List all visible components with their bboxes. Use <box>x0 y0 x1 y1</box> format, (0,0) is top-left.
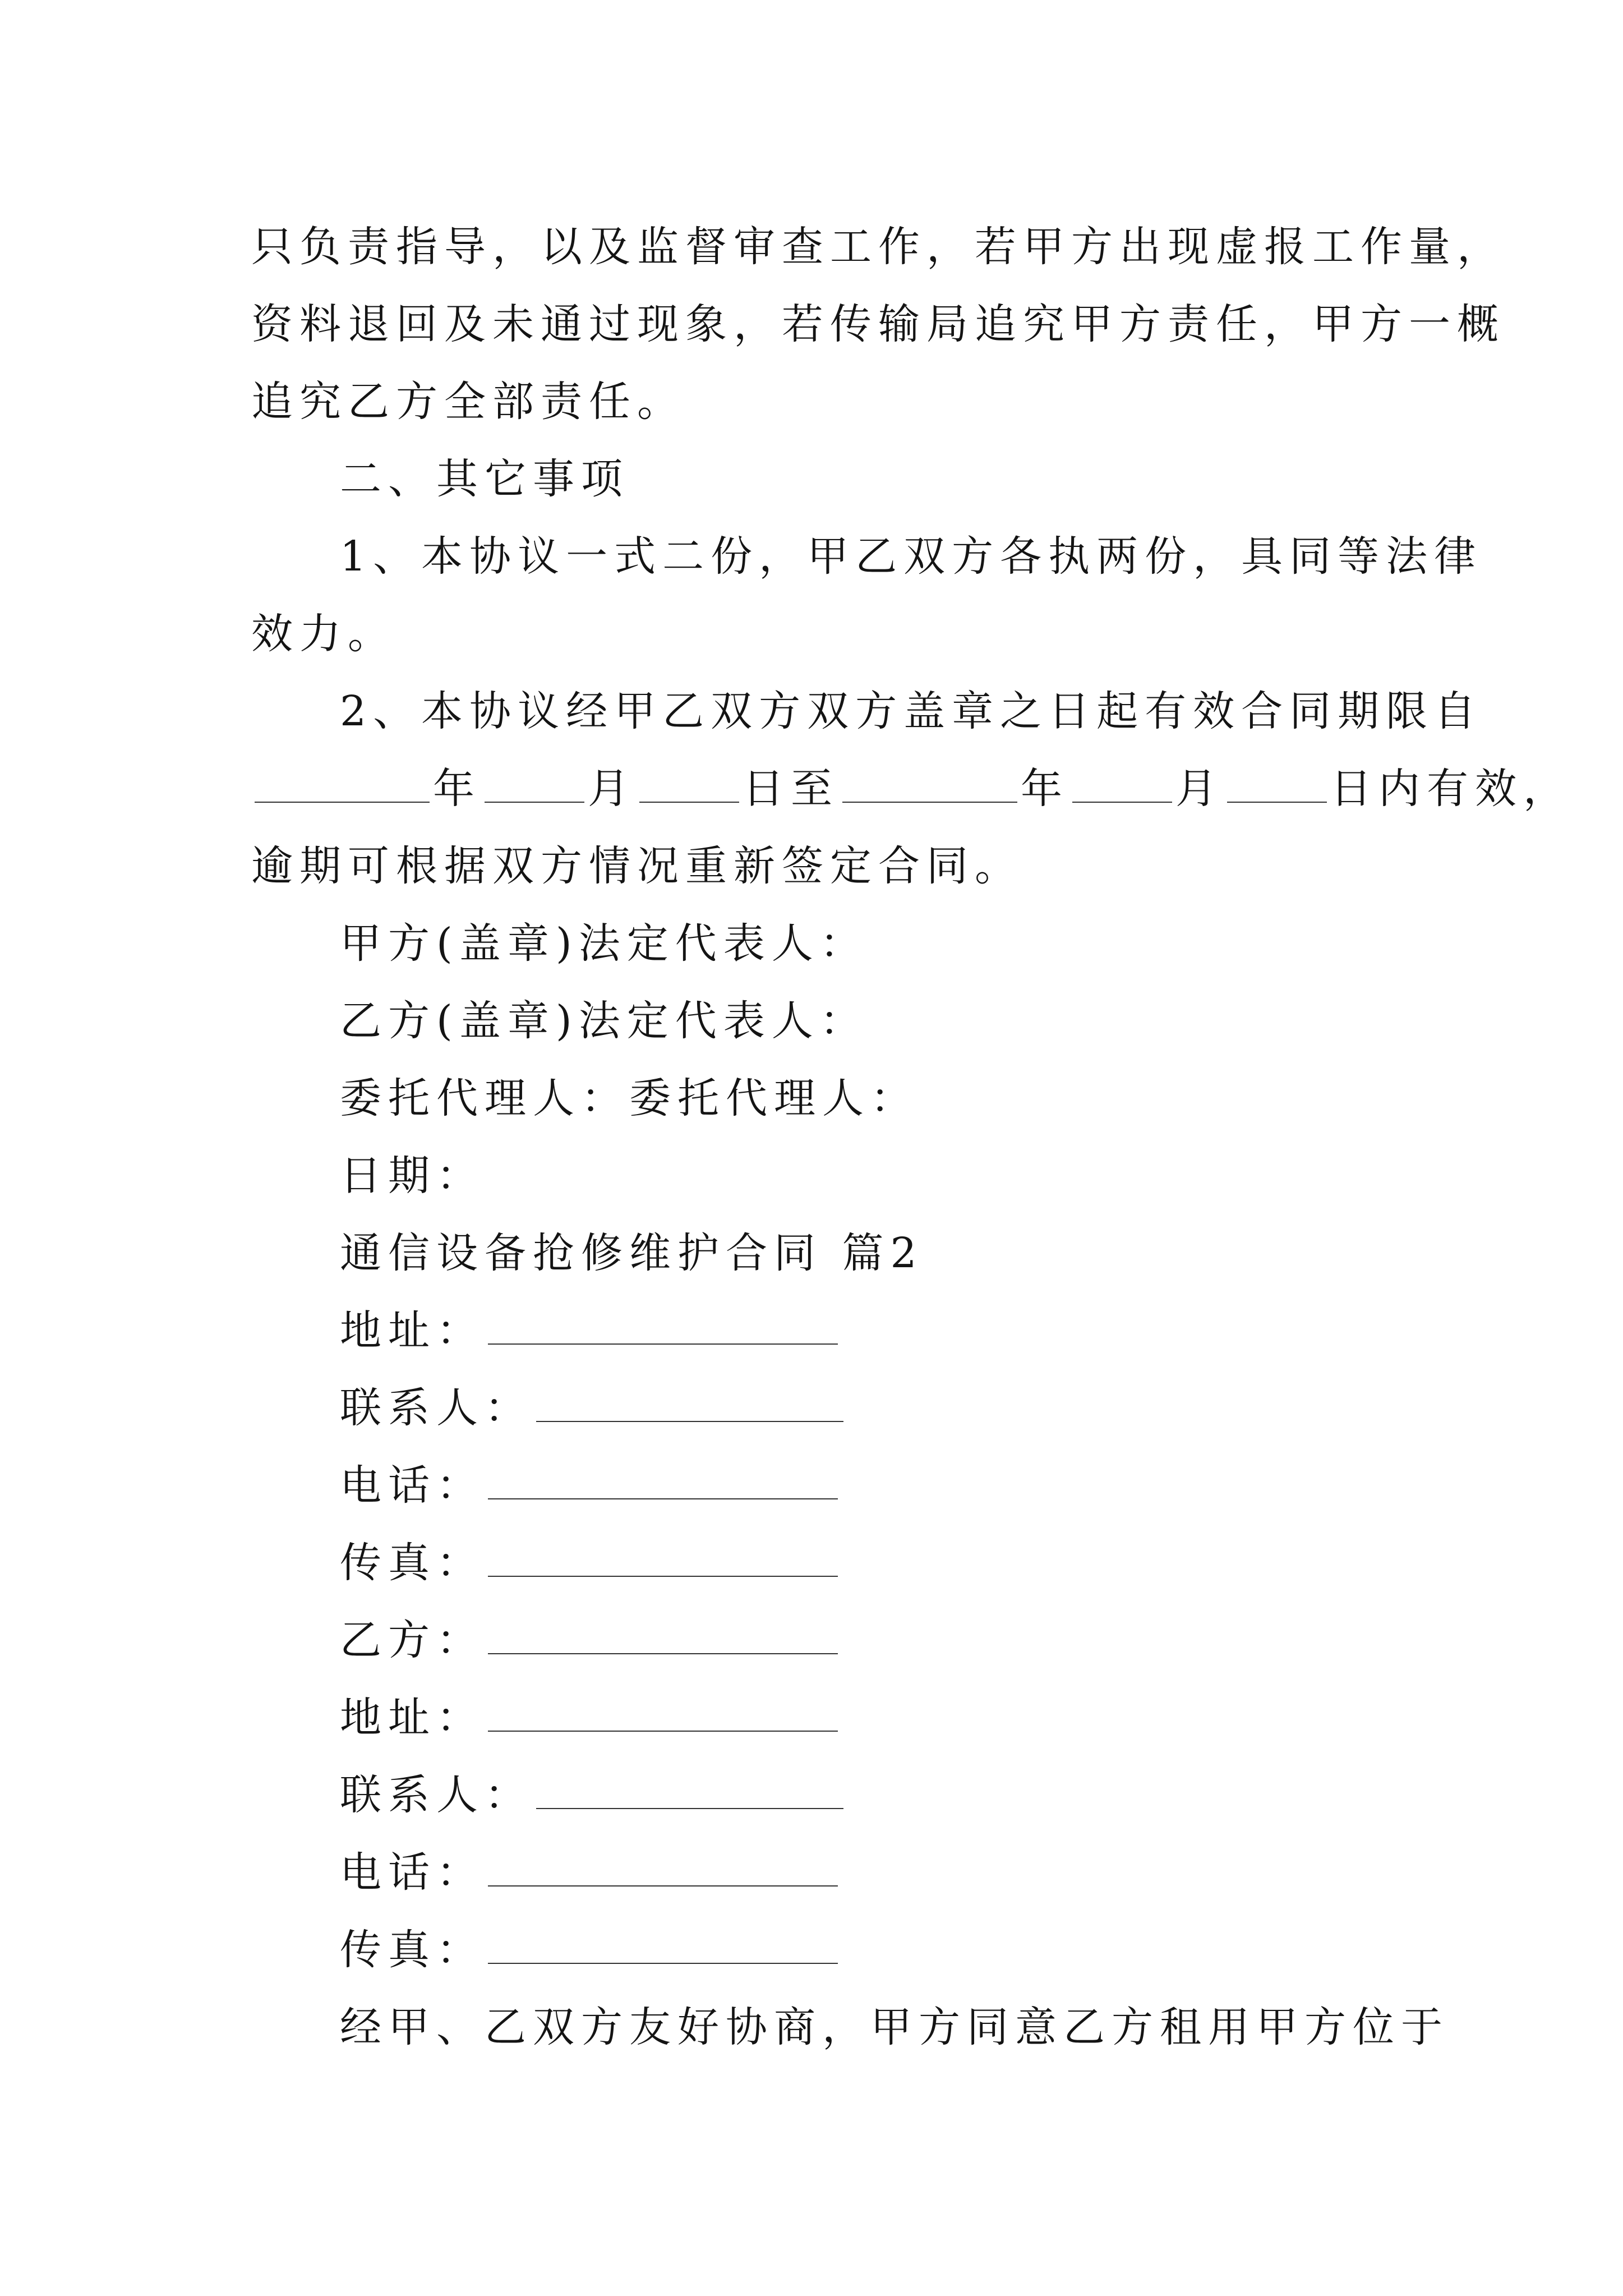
field-fax <box>340 1524 841 1602</box>
field-blank <box>536 1806 843 1809</box>
field-blank <box>488 1883 838 1887</box>
date-range-line <box>251 749 1571 828</box>
field-phone <box>340 1833 841 1912</box>
field-party-b <box>340 1601 841 1680</box>
agents-line: 委托代理人：委托代理人： <box>340 1074 919 1122</box>
month-blank <box>1072 799 1172 803</box>
month-label: 月 <box>1175 765 1224 813</box>
paragraph-line: 追究乙方全部责任。 <box>251 378 685 426</box>
day-label: 日至 <box>743 765 839 813</box>
field-address <box>340 1678 841 1757</box>
section-heading: 二、其它事项 <box>340 455 629 503</box>
date-line: 日期： <box>340 1152 485 1200</box>
field-blank <box>488 1573 838 1577</box>
field-phone <box>340 1446 841 1525</box>
field-label: 联系人： <box>340 1771 533 1819</box>
field-blank <box>488 1728 838 1732</box>
field-label: 乙方： <box>340 1616 485 1664</box>
field-address <box>340 1291 841 1370</box>
year-label: 年 <box>1021 765 1069 813</box>
field-blank <box>536 1419 843 1422</box>
field-label: 地址： <box>340 1694 485 1742</box>
day-label: 日内有效， <box>1330 765 1571 813</box>
field-contact <box>340 1756 847 1834</box>
field-label: 电话： <box>340 1461 485 1510</box>
month-label: 月 <box>588 765 636 813</box>
month-blank <box>485 799 584 803</box>
day-blank <box>639 799 739 803</box>
field-blank <box>488 1496 838 1499</box>
paragraph-line: 资料退回及未通过现象，若传输局追究甲方责任，甲方一概 <box>251 300 1505 348</box>
field-label: 电话： <box>340 1848 485 1897</box>
contract-title: 通信设备抢修维护合同 篇2 <box>340 1229 924 1277</box>
field-label: 传真： <box>340 1539 485 1587</box>
field-blank <box>488 1961 838 1964</box>
day-blank <box>1227 799 1327 803</box>
clause-1-line: 效力。 <box>251 610 396 658</box>
year-blank <box>255 799 430 803</box>
field-fax <box>340 1911 841 1989</box>
clause-2-line: 2、本协议经甲乙双方双方盖章之日起有效合同期限自 <box>340 687 1483 735</box>
year-blank <box>842 799 1017 803</box>
field-blank <box>488 1651 838 1654</box>
year-label: 年 <box>433 765 481 813</box>
field-label: 传真： <box>340 1926 485 1974</box>
clause-2-line: 逾期可根据双方情况重新签定合同。 <box>251 842 1023 890</box>
field-blank <box>488 1341 838 1345</box>
paragraph-line: 只负责指导，以及监督审查工作，若甲方出现虚报工作量， <box>251 223 1505 271</box>
closing-paragraph-line: 经甲、乙双方友好协商，甲方同意乙方租用甲方位于 <box>340 2003 1449 2051</box>
signature-party-b: 乙方(盖章)法定代表人： <box>340 997 868 1045</box>
signature-party-a: 甲方(盖章)法定代表人： <box>340 919 868 968</box>
clause-1-line: 1、本协议一式二份，甲乙双方各执两份，具同等法律 <box>340 532 1483 581</box>
field-label: 联系人： <box>340 1384 533 1432</box>
field-label: 地址： <box>340 1306 485 1355</box>
field-contact <box>340 1369 847 1447</box>
